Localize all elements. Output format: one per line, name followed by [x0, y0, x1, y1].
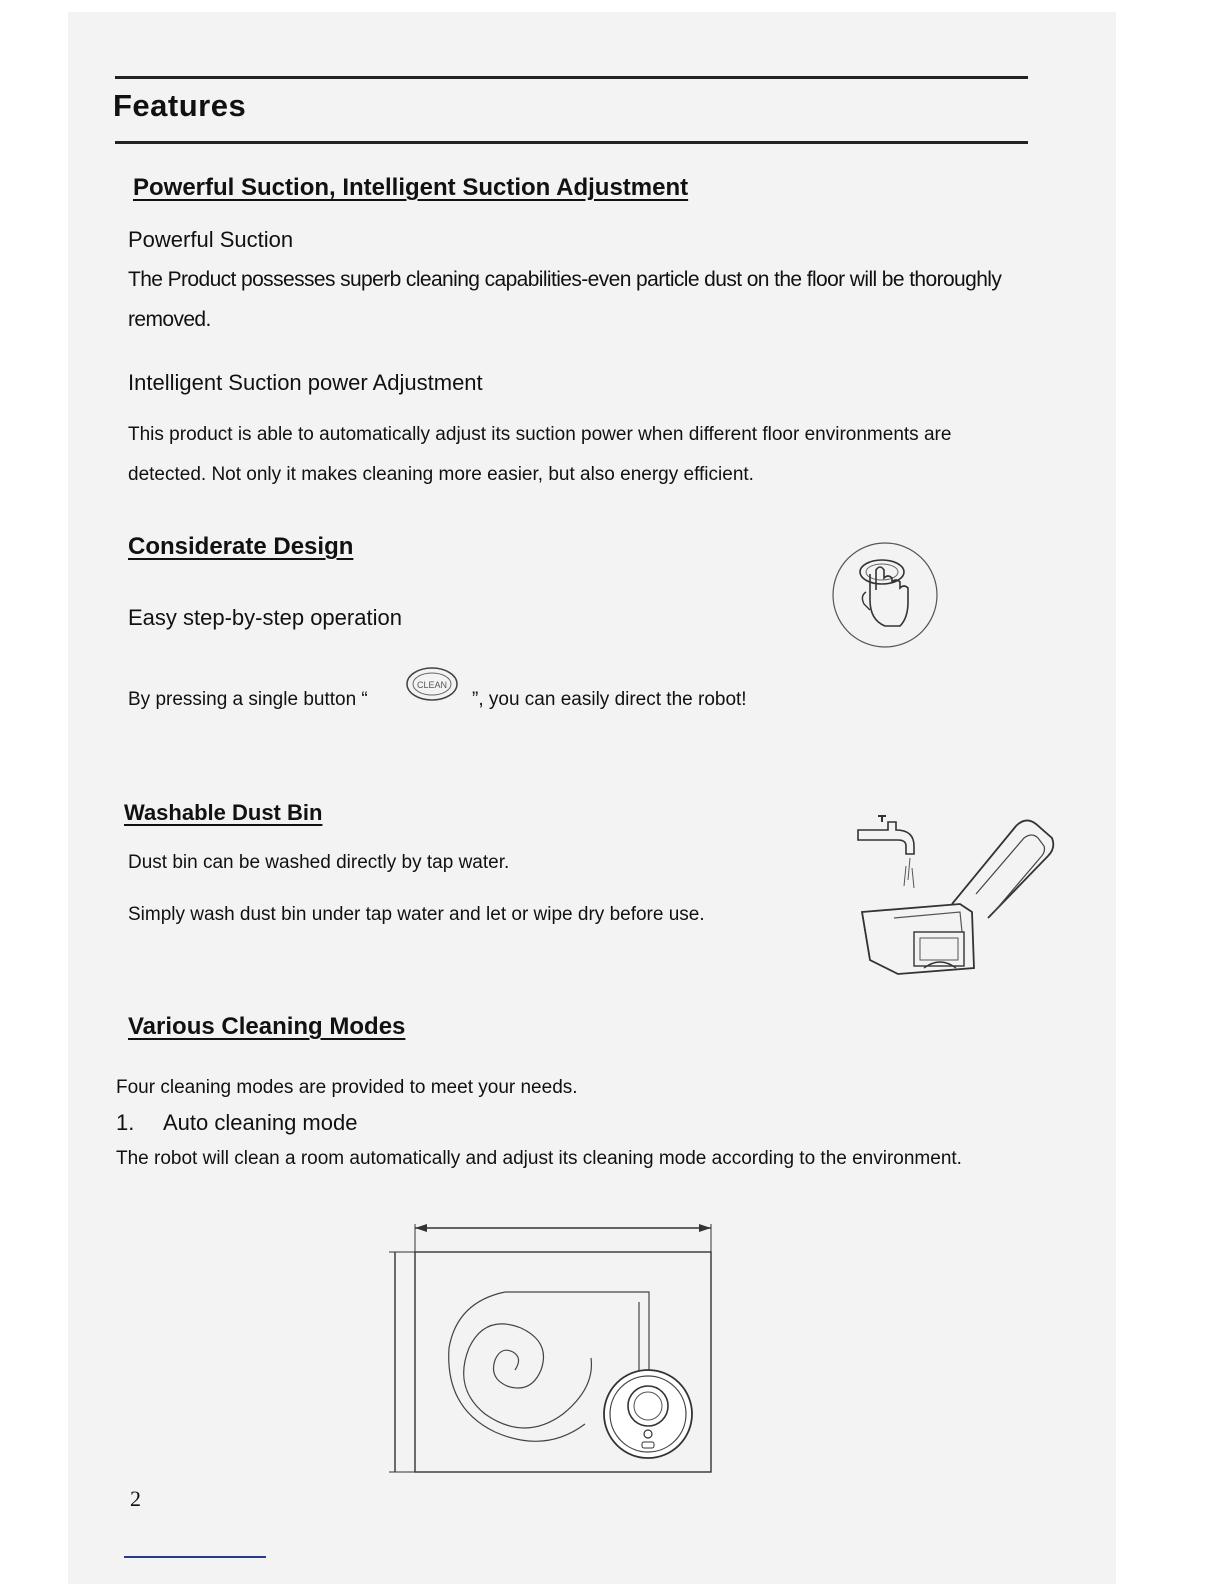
mode-1-title: Auto cleaning mode: [163, 1110, 358, 1135]
suction-heading: Powerful Suction, Intelligent Suction Adjustment: [133, 174, 689, 201]
clean-button-icon: [400, 664, 464, 704]
footer-rule: [124, 1556, 266, 1558]
press-button-text-start: By pressing a single button “: [128, 689, 368, 710]
intelligent-suction-text-line2: detected. Not only it makes cleaning more easier, but also energy efficient.: [128, 464, 754, 485]
clean-button-label: CLEAN: [416, 680, 448, 690]
intelligent-suction-subheading: Intelligent Suction power Adjustment: [128, 370, 483, 395]
intelligent-suction-text-line1: This product is able to automatically adjust its suction power when different floor environments are: [128, 424, 952, 445]
mode-1-text: The robot will clean a room automatically and adjust its cleaning mode according to the environment.: [116, 1148, 962, 1169]
dustbin-heading: Washable Dust Bin: [124, 800, 323, 825]
page-number: 2: [130, 1486, 141, 1511]
dustbin-text-line2: Simply wash dust bin under tap water and let or wipe dry before use.: [128, 904, 705, 925]
auto-cleaning-diagram: [385, 1218, 725, 1480]
mode-1-number: 1.: [116, 1110, 135, 1135]
dustbin-tap-illustration: [848, 808, 1058, 988]
dustbin-text-line1: Dust bin can be washed directly by tap water.: [128, 852, 510, 873]
title-top-rule: [115, 76, 1028, 79]
design-heading: Considerate Design: [128, 533, 354, 560]
powerful-suction-subheading: Powerful Suction: [128, 227, 294, 252]
page-title: Features: [113, 88, 247, 123]
modes-intro: Four cleaning modes are provided to meet your needs.: [116, 1077, 578, 1098]
modes-heading: Various Cleaning Modes: [128, 1013, 406, 1040]
hand-press-icon: [830, 540, 940, 650]
title-bottom-rule: [115, 141, 1028, 144]
powerful-suction-text: The Product possesses superb cleaning capabilities-even particle dust on the floor will be thoroughly removed.: [128, 268, 1002, 331]
press-button-text-end: ”, you can easily direct the robot!: [472, 689, 747, 710]
step-operation-subheading: Easy step-by-step operation: [128, 605, 402, 630]
